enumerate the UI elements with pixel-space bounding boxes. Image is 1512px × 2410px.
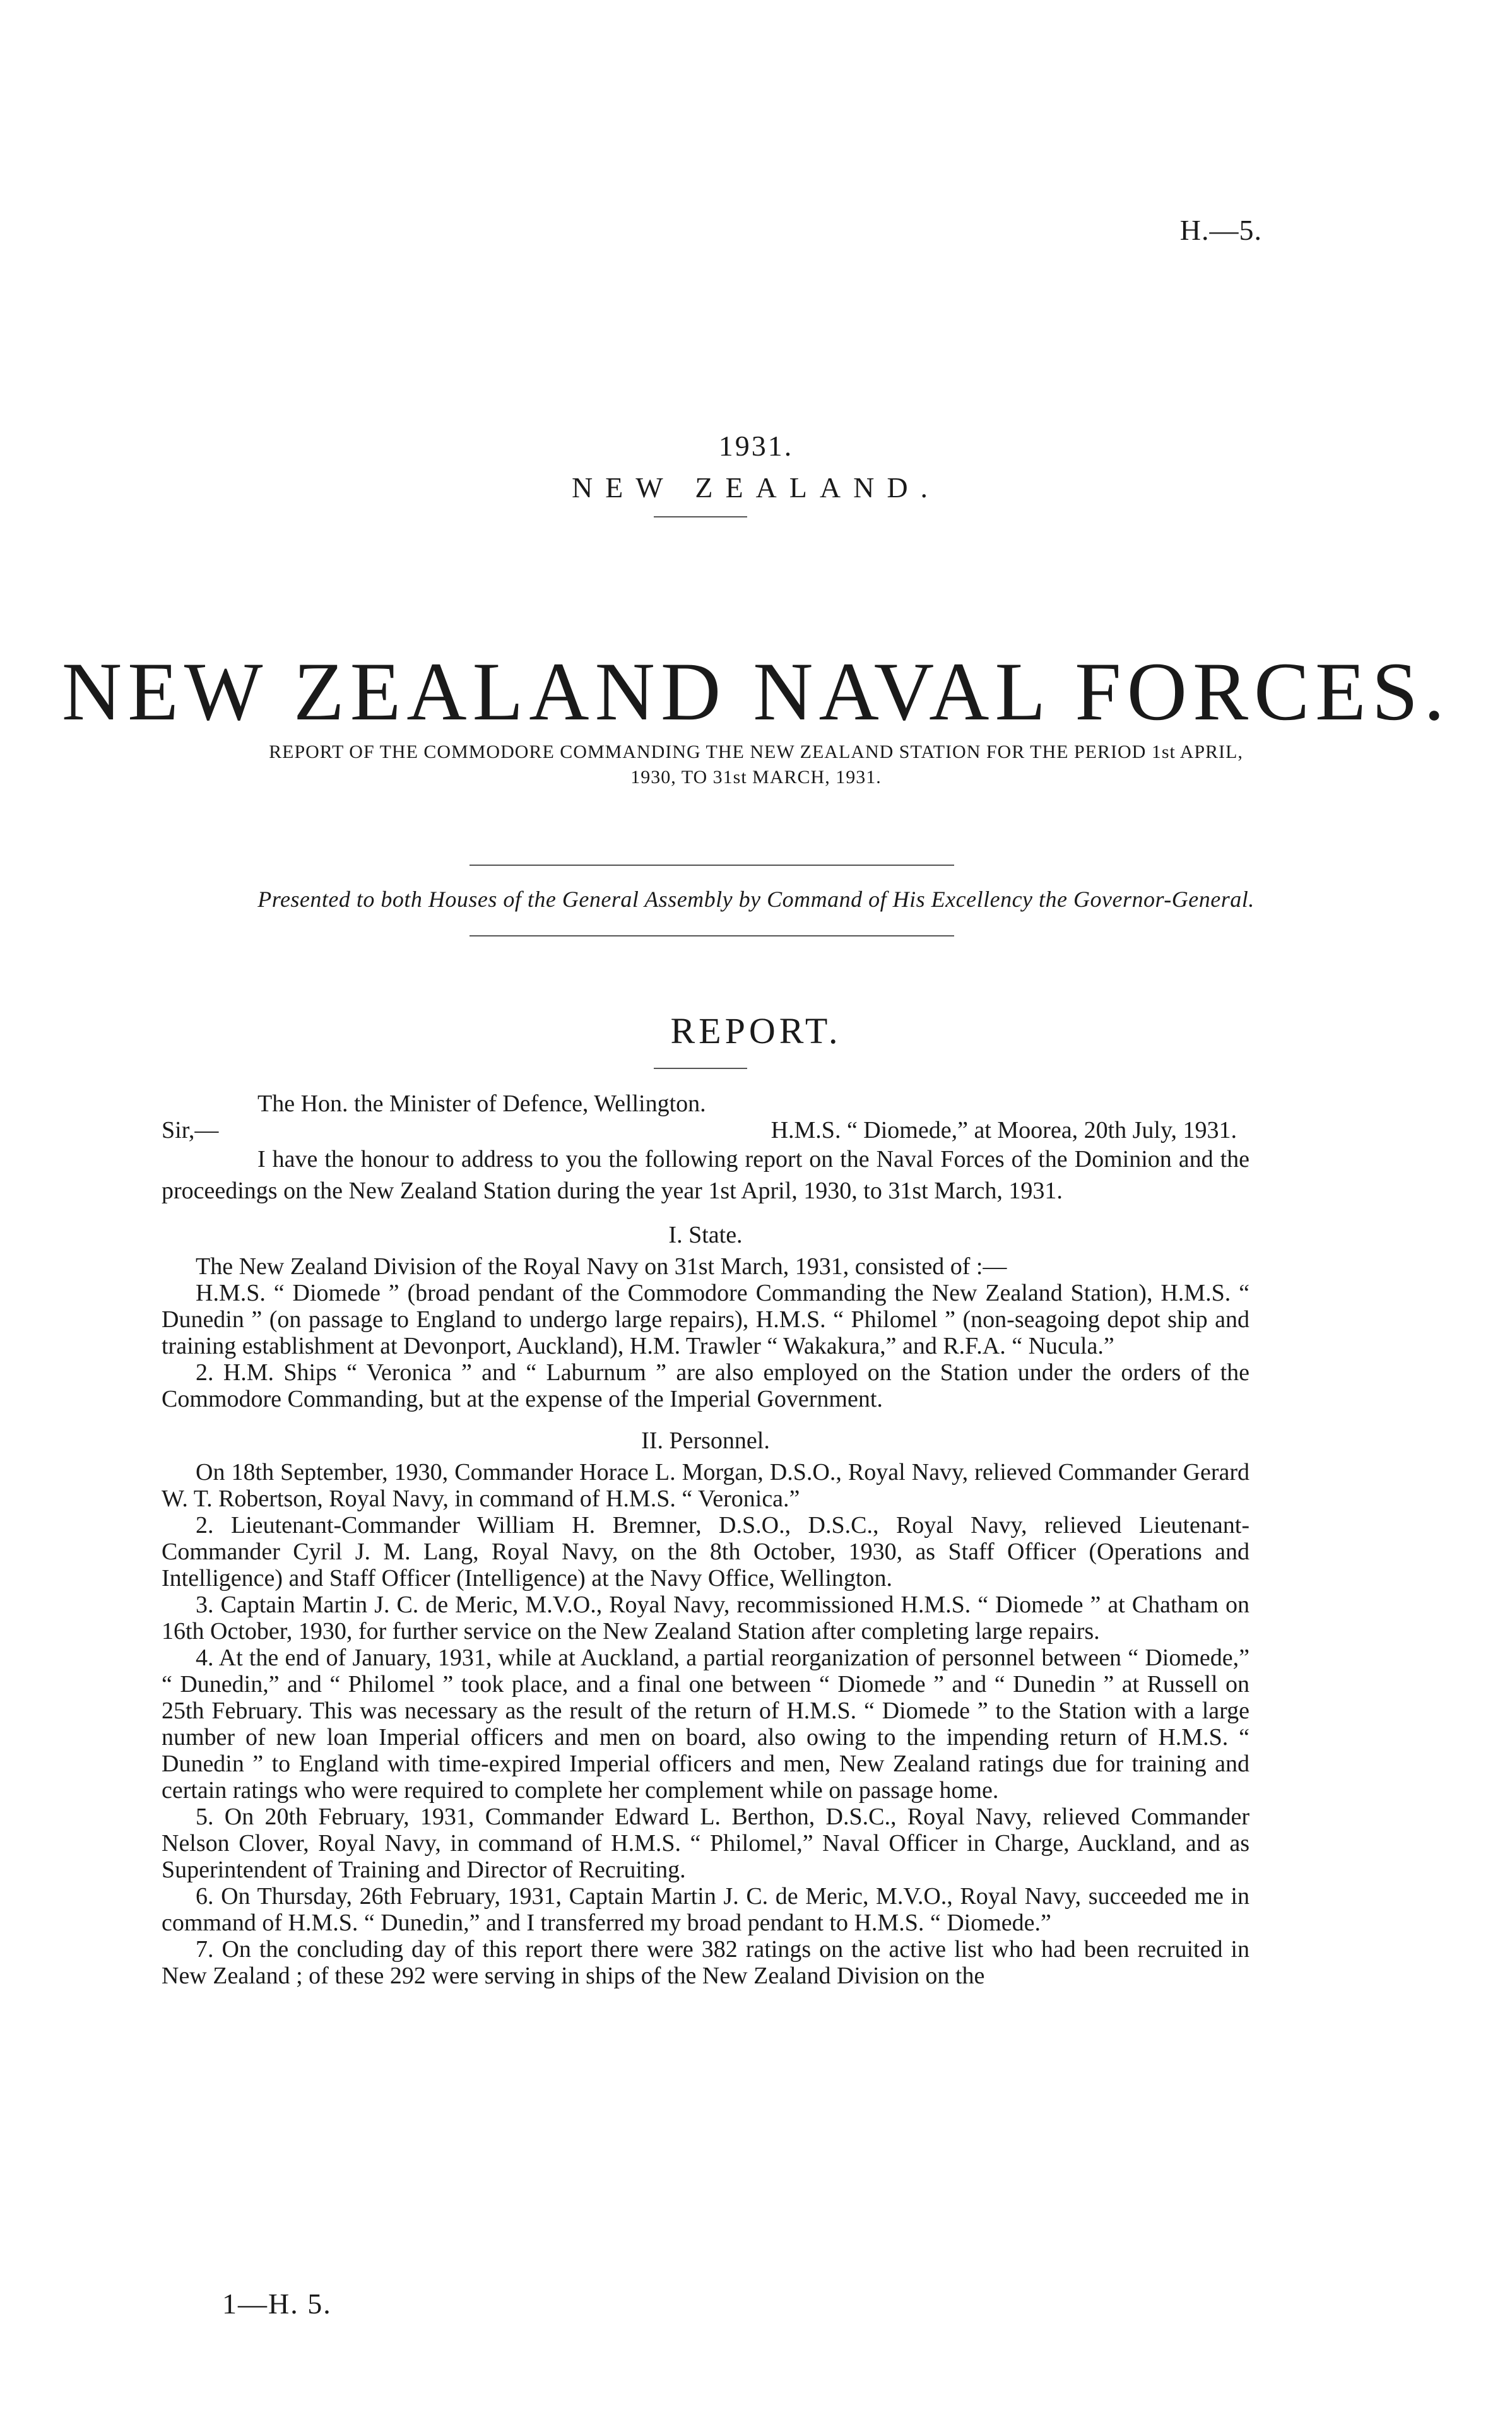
dateline: H.M.S. “ Diomede,” at Moorea, 20th July, 1931. [771,1117,1237,1143]
divider [470,865,954,866]
paragraph: 7. On the concluding day of this report there were 382 ratings on the active list who had been recruited in New Zealand ; of these 292 were serving in ships of the New Zealand Division on the [162,1936,1249,1989]
divider [470,935,954,936]
section-heading-state: I. State. [668,1222,743,1248]
report-body [162,1090,1249,1989]
salutation: Sir,— [162,1117,219,1143]
report-heading: REPORT. [670,1010,842,1051]
report-year: 1931. [718,430,794,462]
document-subtitle: REPORT OF THE COMMODORE COMMANDING THE NEW ZEALAND STATION FOR THE PERIOD 1st APRIL, 1930, TO 31st MARCH, 1931. [269,741,1243,788]
paragraph: 2. Lieutenant-Commander William H. Bremner, D.S.O., D.S.C., Royal Navy, relieved Lieutenant-Commander Cyril J. M. Lang, Royal Navy, on the 8th October, 1930, as Staff Officer (Operations and Intelligence) and Staff Officer (Intelligence) at the Navy Office, Wellington. [162,1512,1249,1592]
paragraph: The New Zealand Division of the Royal Navy on 31st March, 1931, consisted of :— [196,1253,1007,1280]
country-heading: NEW ZEALAND. [571,471,941,504]
salutation-line [162,1117,1249,1143]
paragraph: 4. At the end of January, 1931, while at Auckland, a partial reorganization of personnel between “ Diomede,” “ Dunedin,” and “ Philomel ” took place, and a final one between “ Diomede ” and “ Dunedin ” at Russell on 25th February. This was necessary as the result of the return of H.M.S. “ Diomede ” to the Station with a large number of new loan Imperial officers and men on board, also owing to the impending return of H.M.S. “ Dunedin ” to England with time-expired Imperial officers and men, New Zealand ratings due for training and certain ratings who were required to complete her complement while on passage home. [162,1645,1249,1804]
footer-reference: 1—H. 5. [222,2288,332,2320]
page-reference: H.—5. [1179,214,1262,246]
presentation-note: Presented to both Houses of the General Assembly by Command of His Excellency the Governor-General. [257,887,1255,912]
divider [654,1068,747,1069]
document-title: NEW ZEALAND NAVAL FORCES. [61,645,1451,738]
paragraph: 6. On Thursday, 26th February, 1931, Captain Martin J. C. de Meric, M.V.O., Royal Navy, succeeded me in command of H.M.S. “ Dunedin,” and I transferred my broad pendant to H.M.S. “ Diomede.” [162,1883,1249,1936]
paragraph: 2. H.M. Ships “ Veronica ” and “ Laburnum ” are also employed on the Station under the orders of the Commodore Commanding, but at the expense of the Imperial Government. [162,1359,1249,1412]
paragraph: On 18th September, 1930, Commander Horace L. Morgan, D.S.O., Royal Navy, relieved Commander Gerard W. T. Robertson, Royal Navy, in command of H.M.S. “ Veronica.” [162,1459,1249,1512]
paragraph: 3. Captain Martin J. C. de Meric, M.V.O., Royal Navy, recommissioned H.M.S. “ Diomede ” at Chatham on 16th October, 1930, for further service on the New Zealand Station after completing large repairs. [162,1592,1249,1645]
section-heading-personnel: II. Personnel. [641,1427,770,1454]
paragraph: 5. On 20th February, 1931, Commander Edward L. Berthon, D.S.C., Royal Navy, relieved Commander Nelson Clover, Royal Navy, in command of H.M.S. “ Philomel,” Naval Officer in Charge, Auckland, and as Superintendent of Training and Director of Recruiting. [162,1804,1249,1883]
divider [654,516,747,517]
addressee: The Hon. the Minister of Defence, Wellington. [257,1090,706,1117]
intro-paragraph: I have the honour to address to you the following report on the Naval Forces of the Dominion and the proceedings on the New Zealand Station during the year 1st April, 1930, to 31st March, 1931. [162,1146,1249,1204]
paragraph: H.M.S. “ Diomede ” (broad pendant of the Commodore Commanding the New Zealand Station), H.M.S. “ Dunedin ” (on passage to England to undergo large repairs), H.M.S. “ Philomel ” (non-seagoing depot ship and training establishment at Devonport, Auckland), H.M. Trawler “ Wakakura,” and R.F.A. “ Nucula.” [162,1280,1249,1359]
